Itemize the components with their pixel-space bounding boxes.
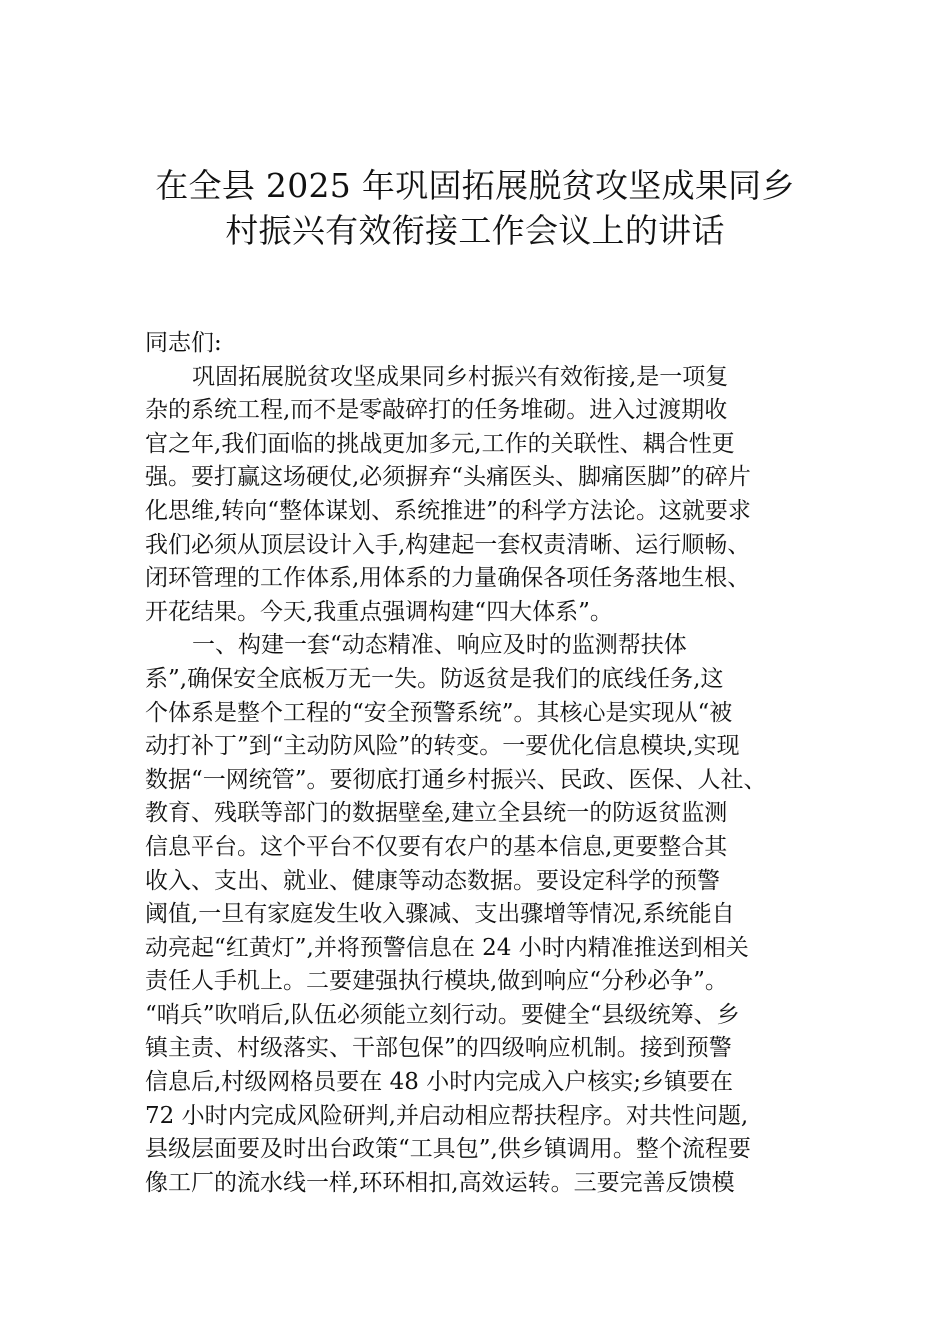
body-line: 动亮起“红黄灯”,并将预警信息在 24 小时内精准推送到相关 (145, 934, 749, 961)
body-line: 强。要打赢这场硬仗,必须摒弃“头痛医头、脚痛医脚”的碎片 (145, 464, 751, 491)
body-line: 开花结果。今天,我重点强调构建“四大体系”。 (145, 598, 613, 625)
body-line: 官之年,我们面临的挑战更加多元,工作的关联性、耦合性更 (145, 430, 735, 457)
body-line: 72 小时内完成风险研判,并启动相应帮扶程序。对共性问题, (145, 1102, 749, 1129)
body-line: 闭环管理的工作体系,用体系的力量确保各项任务落地生根、 (145, 565, 751, 592)
body-line: 县级层面要及时出台政策“工具包”,供乡镇调用。整个流程要 (145, 1136, 751, 1163)
body-line: 数据“一网统管”。要彻底打通乡村振兴、民政、医保、人社、 (145, 766, 767, 793)
body-line: 责任人手机上。二要建强执行模块,做到响应“分秒必争”。 (145, 968, 728, 995)
body-line: 动打补丁”到“主动防风险”的转变。一要优化信息模块,实现 (145, 733, 740, 760)
document-title-line-1: 在全县 2025 年巩固拓展脱贫攻坚成果同乡 (155, 166, 795, 205)
speech-body (145, 327, 830, 1200)
salutation: 同志们: (145, 330, 222, 356)
body-line: 我们必须从顶层设计入手,构建起一套权责清晰、运行顺畅、 (145, 531, 751, 558)
body-line: 化思维,转向“整体谋划、系统推进”的科学方法论。这就要求 (145, 497, 751, 524)
body-line: 杂的系统工程,而不是零敲碎打的任务堆砌。进入过渡期收 (145, 397, 728, 424)
body-line: 信息后,村级网格员要在 48 小时内完成入户核实;乡镇要在 (145, 1069, 733, 1096)
body-line: 个体系是整个工程的“安全预警系统”。其核心是实现从“被 (145, 699, 733, 726)
body-line: 阈值,一旦有家庭发生收入骤减、支出骤增等情况,系统能自 (145, 901, 735, 928)
body-line: “哨兵”吹哨后,队伍必须能立刻行动。要健全“县级统筹、乡 (145, 1001, 740, 1028)
body-line: 巩固拓展脱贫攻坚成果同乡村振兴有效衔接,是一项复 (192, 363, 729, 390)
body-line: 镇主责、村级落实、干部包保”的四级响应机制。接到预警 (145, 1035, 732, 1062)
section-heading-line: 一、构建一套“动态精准、响应及时的监测帮扶体 (192, 632, 687, 659)
body-line: 教育、残联等部门的数据壁垒,建立全县统一的防返贫监测 (145, 800, 728, 827)
body-line: 信息平台。这个平台不仅要有农户的基本信息,更要整合其 (145, 833, 728, 860)
body-line: 收入、支出、就业、健康等动态数据。要设定科学的预警 (145, 867, 720, 894)
body-line: 系”,确保安全底板万无一失。防返贫是我们的底线任务,这 (145, 665, 724, 692)
body-line: 像工厂的流水线一样,环环相扣,高效运转。三要完善反馈模 (145, 1169, 735, 1196)
document-title-line-2: 村振兴有效衔接工作会议上的讲话 (225, 211, 725, 250)
